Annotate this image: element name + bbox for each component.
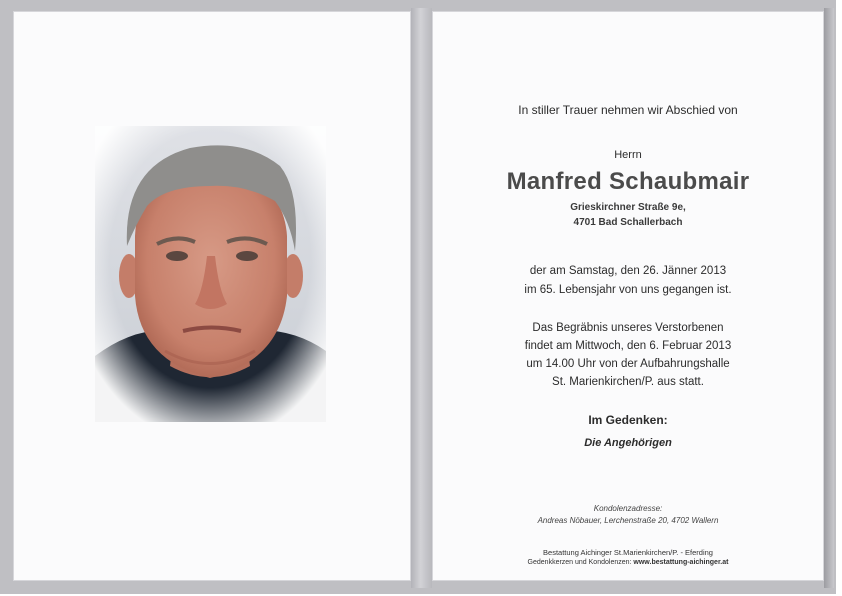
- funeral-home-name: Bestattung Aichinger St.Marienkirchen/P. - Eferding: [543, 548, 713, 557]
- intro-text: In stiller Trauer nehmen wir Abschied von: [518, 103, 738, 117]
- condolence-address: Andreas Nöbauer, Lerchenstraße 20, 4702 Wallern: [537, 516, 719, 525]
- condolence-label: Kondolenzadresse:: [593, 504, 663, 513]
- funeral-line-4: St. Marienkirchen/P. aus statt.: [552, 376, 704, 388]
- death-line-2: im 65. Lebensjahr von uns gegangen ist.: [524, 284, 732, 296]
- card-right-page: [432, 11, 824, 581]
- salutation-text: Herrn: [614, 149, 642, 161]
- card-fold: [411, 8, 432, 588]
- funeral-line-1: Das Begräbnis unseres Verstorbenen: [532, 322, 724, 334]
- funeral-home-url[interactable]: www.bestattung-aichinger.at: [633, 559, 729, 566]
- death-line-1: der am Samstag, den 26. Jänner 2013: [529, 265, 727, 277]
- card-edge: [824, 8, 834, 588]
- memorial-heading: Im Gedenken:: [588, 413, 668, 427]
- portrait-illustration: [95, 126, 326, 422]
- family-signature: Die Angehörigen: [584, 437, 672, 449]
- address-line-2: 4701 Bad Schallerbach: [573, 217, 683, 228]
- funeral-home-services-label: Gedenkkerzen und Kondolenzen:: [527, 559, 632, 566]
- funeral-home-services: [432, 559, 824, 566]
- deceased-name: Manfred Schaubmair: [506, 168, 750, 195]
- portrait-photo: [95, 126, 326, 422]
- card-left-page: [13, 11, 411, 581]
- funeral-line-3: um 14.00 Uhr von der Aufbahrungshalle: [526, 358, 730, 370]
- funeral-line-2: findet am Mittwoch, den 6. Februar 2013: [524, 340, 732, 352]
- address-line-1: Grieskirchner Straße 9e,: [570, 202, 686, 213]
